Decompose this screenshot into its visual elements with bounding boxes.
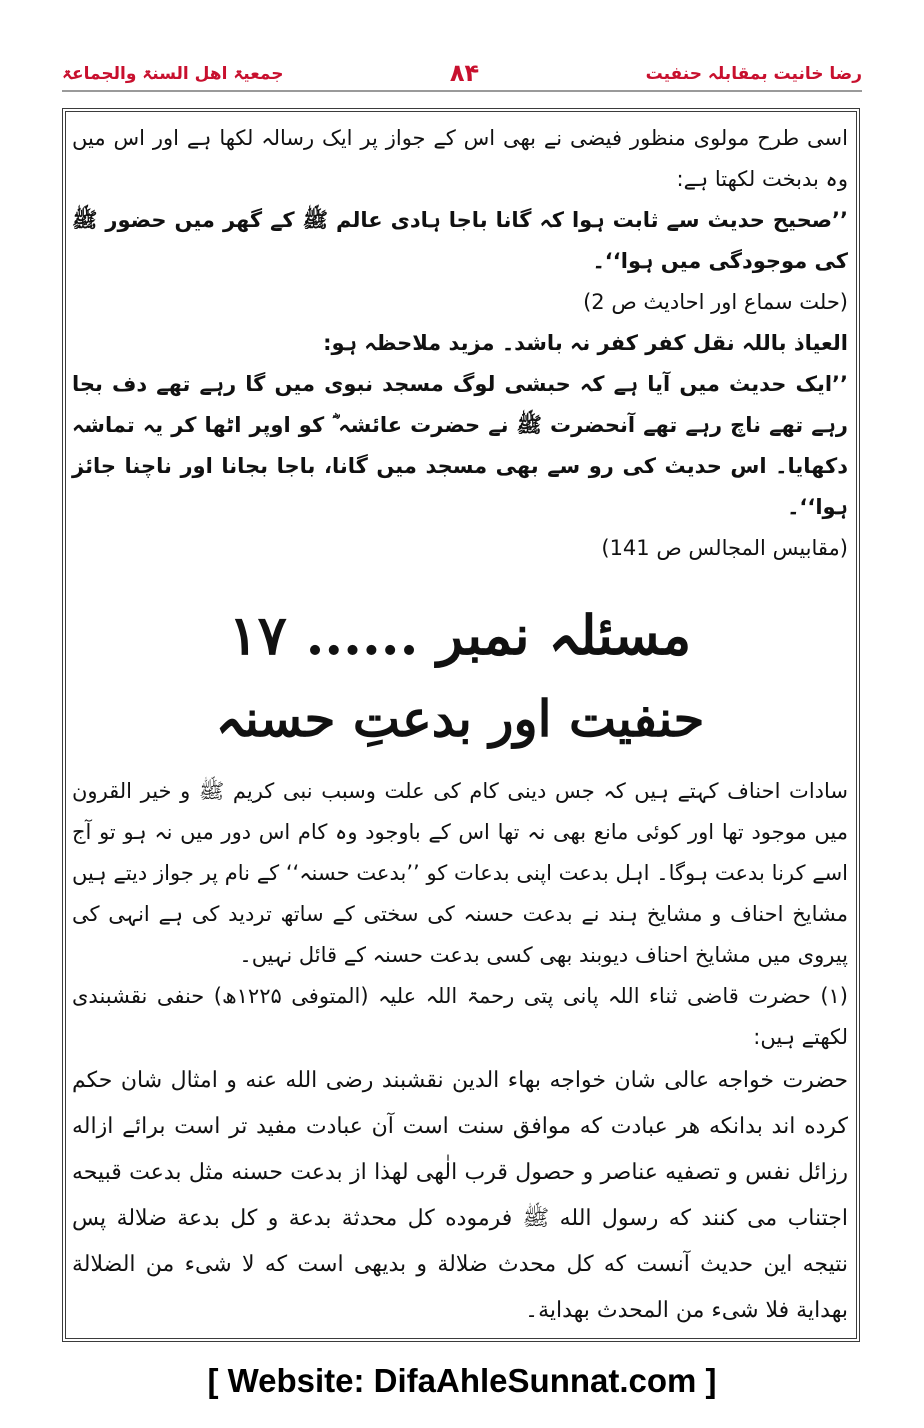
- header-left-title: جمعیۃ اھل السنۃ والجماعۃ: [62, 63, 284, 84]
- header-right-title: رضا خانیت بمقابلہ حنفیت: [645, 63, 862, 84]
- header-divider: [62, 90, 862, 92]
- remark: العیاذ باللہ نقل کفر کفر نہ باشد۔ مزید ملاحظہ ہو:: [323, 331, 848, 355]
- main-paragraph: سادات احناف کہتے ہیں کہ جس دینی کام کی علت وسبب نبی کریم ﷺ و خیر القرون میں موجود تھا اور کوئی مانع بھی نہ تھا اس کے باوجود وہ کام اس دور میں نہ ہو تو آج اسے کرنا بدعت ہوگا۔ اہل بدعت اپنی بدعات کو ’’بدعت حسنہ‘‘ کے نام پر جواز دیتے ہیں مشایخ احناف و مشایخ ہند نے بدعت حسنہ کی سختی کے ساتھ تردید کی ہے انہی کی پیروی میں مشایخ احناف دیوبند بھی کسی بدعت حسنہ کے قائل نہیں۔: [72, 779, 848, 967]
- reference-1: (حلت سماع اور احادیث ص 2): [583, 290, 848, 314]
- page-number: ۸۴: [449, 59, 480, 87]
- quote-2: ’’ایک حدیث میں آیا ہے کہ حبشی لوگ مسجد نبوی میں گا رہے تھے دف بجا رہے تھے ناچ رہے تھے آنحضرت ﷺ نے حضرت عائشہ ؓ کو اوپر اٹھا کر یہ تماشہ دکھایا۔ اس حدیث کی رو سے بھی مسجد میں گانا، باجا بجانا اور ناچنا جائز ہوا‘‘۔: [72, 372, 848, 519]
- masala-title: حنفیت اور بدعتِ حسنہ: [215, 689, 705, 748]
- reference-2: (مقابیس المجالس ص 141): [601, 536, 848, 560]
- intro-paragraph: اسی طرح مولوی منظور فیضی نے بھی اس کے جواز پر ایک رسالہ لکھا ہے اور اس میں وہ بدبخت لکھتا ہے:: [72, 126, 848, 191]
- page-content: [72, 118, 848, 1334]
- page-header: [62, 58, 862, 88]
- persian-quotation: حضرت خواجه عالی شان خواجه بهاء الدین نقشبند رضی الله عنه و امثال شان حکم کرده اند بدانکه هر عبادت که موافق سنت است آن عبادت مفید تر است برائے ازاله رزائل نفس و تصفیه عناصر و حصول قرب الٰهی لهذا از بدعت حسنه مثل بدعت قبیحه اجتناب می کنند که رسول الله ﷺ فرموده کل محدثة بدعة و کل بدعة ضلالة پس نتیجه این حدیث آنست که کل محدث ضلالة و بدیهی است که لا شیء من الضلالة بهدایة فلا شیء من المحدث بهدایة۔: [72, 1068, 848, 1323]
- citation-item-1: (۱) حضرت قاضی ثناء اللہ پانی پتی رحمۃ اللہ علیہ (المتوفی ۱۲۲۵ھ) حنفی نقشبندی لکھتے ہیں:: [72, 984, 848, 1049]
- masala-heading: مسئلہ نمبر ...... ۱۷: [228, 603, 692, 667]
- website-footer: [ Website: DifaAhleSunnat.com ]: [207, 1362, 717, 1399]
- quote-1: ’’صحیح حدیث سے ثابت ہوا کہ گانا باجا ہادی عالم ﷺ کے گھر میں حضور ﷺ کی موجودگی میں ہوا‘‘۔: [72, 208, 848, 273]
